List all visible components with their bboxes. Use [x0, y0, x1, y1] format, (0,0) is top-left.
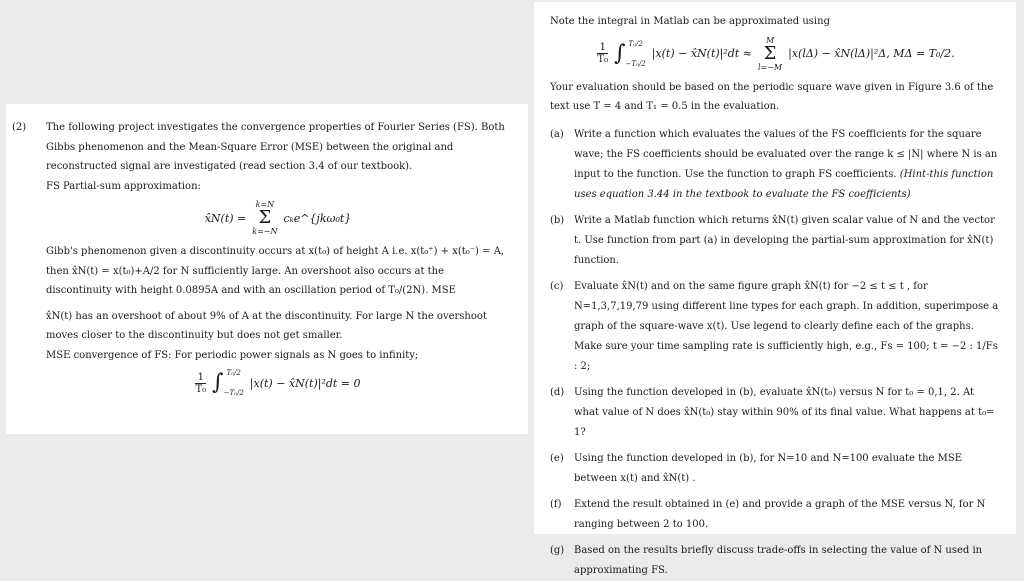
eq3-upper: T₀/2	[628, 39, 643, 48]
evaluation-paragraph: Your evaluation should be based on the periodic square wave given in Figure 3.6 of the text use T = 4 and T₁ = 0.5 in the evaluation.	[550, 81, 994, 112]
intro-paragraph: The following project investigates the convergence properties of Fourier Series (FS). Both Gibbs phenomenon and the Mean-Square Error (MSE) between the original and reconstructed signal are investigated (read section 3.4 of our textbook).	[46, 122, 505, 172]
task-text: Write a function which evaluates the values of the FS coefficients for the square wave; the FS coefficients should be evaluated over the range k ≤ |N| where N is an input to the function. Use the function to graph FS coefficients.	[574, 128, 998, 180]
task-text: Evaluate x̂N(t) and on the same figure graph x̂N(t) for −2 ≤ t ≤ t , for N=1,3,7,19,79 using different line types for each graph. In addition, superimpose a graph of the square-wave x(t). Use legend to clearly define each of the graphs. Make sure your time sampling rate is sufficiently high, e.g., Fs = 100; t = −2 : 1/Fs : 2;	[574, 280, 999, 372]
task-item	[550, 125, 1002, 205]
eq3-body: |x(t) − x̂N(t)|²dt ≈	[651, 47, 752, 60]
task-label: (f)	[550, 498, 562, 510]
eq2-den: T₀	[195, 383, 207, 395]
fs-heading: FS Partial-sum approximation:	[46, 180, 201, 192]
eq1-sum-top: k=N	[255, 200, 275, 209]
task-label: (d)	[550, 386, 565, 398]
problem-number: (2)	[12, 122, 27, 133]
eq2-lower: −T₀/2	[223, 389, 244, 397]
note-line: Note the integral in Matlab can be approximated using	[550, 16, 830, 27]
eq2-num: 1	[197, 371, 204, 383]
eq1-sum-bottom: k=−N	[252, 227, 278, 236]
eq2-body: |x(t) − x̂N(t)|²dt = 0	[249, 376, 361, 390]
task-label: (c)	[550, 280, 564, 292]
eq2-upper: T₀/2	[226, 369, 241, 377]
eq3-sum: M Σ l=−M	[757, 35, 783, 72]
eq2-fraction	[195, 372, 206, 395]
mse-paragraph: MSE convergence of FS: For periodic power signals as N goes to infinity;	[46, 349, 419, 361]
mse-equation	[46, 369, 510, 397]
task-item	[550, 541, 1002, 581]
task-label: (g)	[550, 544, 565, 556]
eq2-integral: ∫ T₀/2 −T₀/2	[212, 369, 244, 397]
task-text: Based on the results briefly discuss trade-offs in selecting the value of N used in approximating FS.	[574, 544, 983, 576]
eq3-integral: ∫ T₀/2 −T₀/2	[614, 39, 646, 68]
task-hint: (Hint-this function uses equation 3.44 in the textbook to evaluate the FS coefficients)	[574, 168, 994, 200]
eq3-sum-top: M	[765, 35, 775, 45]
task-item	[550, 449, 1002, 489]
eq3-num: 1	[599, 42, 606, 53]
gibbs-paragraph: Gibb's phenomenon given a discontinuity occurs at x(t₀) of height A i.e. x(t₀⁺) + x(t₀⁻) = A, then x̂N(t) = x(t₀)+A/2 for N sufficiently large. An overshoot also occurs at the discontinuity with height 0.0895A and with an oscillation period of T₀/(2N). MSE	[46, 246, 505, 296]
left-page	[6, 104, 528, 434]
eq1-sum: k=N Σ k=−N	[252, 200, 278, 236]
matlab-approx-equation	[550, 36, 1002, 72]
eq1-term: cₖe^{jkω₀t}	[283, 211, 352, 225]
eq3-sum-bottom: l=−M	[757, 62, 783, 72]
task-item	[550, 211, 1002, 271]
right-page	[534, 2, 1016, 576]
eq1-lhs: x̂N(t) =	[204, 211, 247, 225]
eq3-fraction	[597, 42, 608, 65]
task-item	[550, 383, 1002, 443]
task-item	[550, 495, 1002, 535]
task-text: Using the function developed in (b), evaluate x̂N(t₀) versus N for t₀ = 0,1, 2. At what value of N does x̂N(t₀) stay within 90% of its final value. What happens at t₀= 1?	[574, 386, 995, 438]
task-item	[550, 277, 1002, 377]
partial-sum-equation	[46, 200, 510, 236]
task-label: (b)	[550, 214, 565, 226]
task-text: Write a Matlab function which returns x̂N(t) given scalar value of N and the vector t. Use function from part (a) in developing the partial-sum approximation for x̂N(t) function.	[574, 214, 995, 266]
eq3-lower: −T₀/2	[625, 59, 646, 68]
eq3-den: T₀	[597, 54, 609, 65]
task-label: (e)	[550, 452, 564, 464]
task-text: Using the function developed in (b), for N=10 and N=100 evaluate the MSE between x(t) and x̂N(t) .	[574, 452, 963, 484]
task-list	[550, 125, 1002, 581]
eq3-rhs: |x(lΔ) − x̂N(lΔ)|²Δ, MΔ = T₀/2.	[788, 47, 955, 60]
overshoot-paragraph: x̂N(t) has an overshoot of about 9% of A at the discontinuity. For large N the overshoot moves closer to the discontinuity but does not get smaller.	[46, 310, 487, 341]
task-label: (a)	[550, 128, 564, 140]
task-text: Extend the result obtained in (e) and provide a graph of the MSE versus N, for N ranging between 2 to 100.	[574, 498, 986, 530]
